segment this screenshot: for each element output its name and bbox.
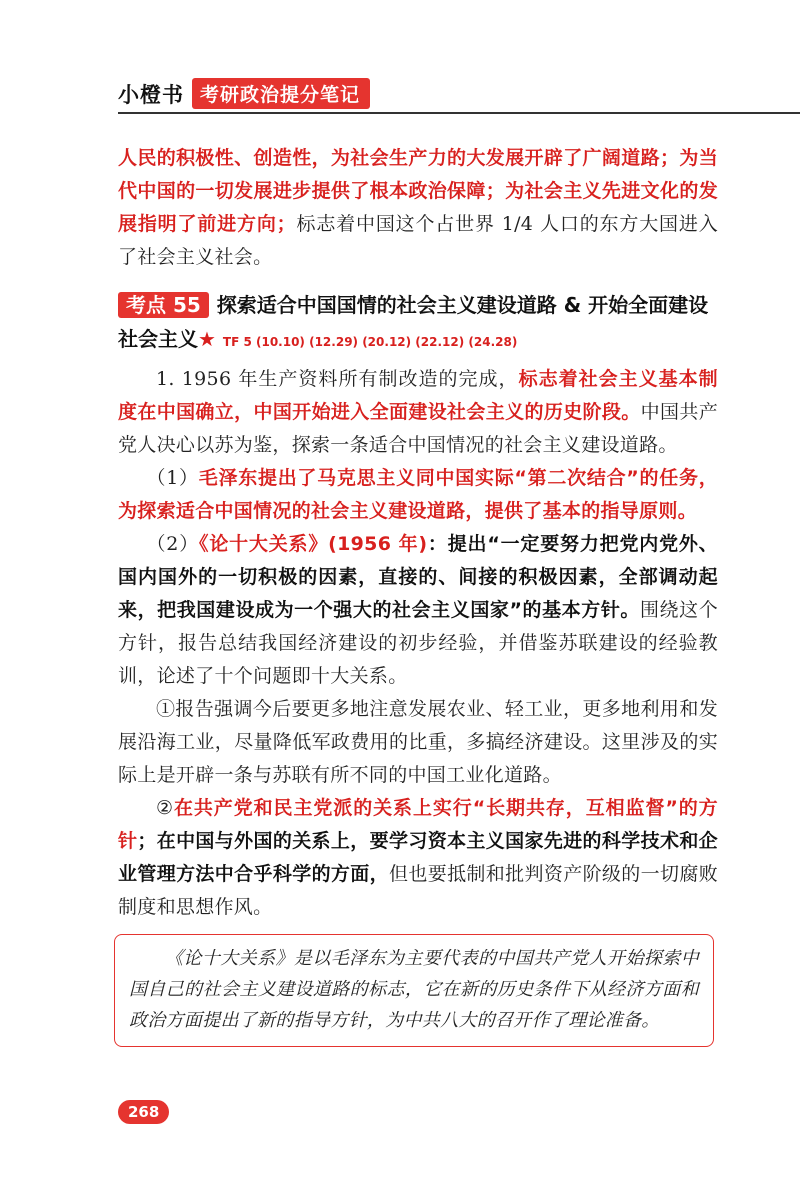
p1-red: 标志着社会主义基本制度在中国确立，中国开始进入全面建设社会主义的历史阶段。: [118, 368, 718, 423]
brand-title: 小橙书: [118, 82, 184, 107]
tf-references: TF 5 (10.10) (12.29) (20.12) (22.12) (24.28): [222, 335, 518, 349]
page-content: [118, 142, 718, 1047]
p3-bold: ：提出“一定要努力把党内党外、国内国外的一切积极的因素，直接的、间接的积极因素，全部调动起来，把我国建设成为一个强大的社会主义国家”的基本方针。: [118, 533, 718, 621]
p5-red: 在共产党和民主党派的关系上实行“长期共存，互相监督”的方针: [118, 797, 718, 852]
page-header: [118, 78, 370, 109]
p2-red: 毛泽东提出了马克思主义同中国实际“第二次结合”的任务，为探索适合中国情况的社会主义建设道路，提供了基本的指导原则。: [118, 467, 718, 522]
paragraph-2: [118, 462, 718, 528]
p1-normal-a: 1. 1956 年生产资料所有制改造的完成，: [156, 368, 519, 390]
p2-prefix: （1）: [146, 467, 199, 489]
p3-normal: 围绕这个方针，报告总结我国经济建设的初步经验，并借鉴苏联建设的经验教训，论述了十个问题即十大关系。: [118, 599, 719, 687]
paragraph-4: [118, 693, 718, 792]
p1-normal-b: 中国共产党人决心以苏为鉴，探索一条适合中国情况的社会主义建设道路。: [118, 401, 718, 456]
intro-paragraph: [118, 142, 718, 274]
p4-text: ①报告强调今后要更多地注意发展农业、轻工业，更多地利用和发展沿海工业，尽量降低军政费用的比重，多搞经济建设。这里涉及的实际上是开辟一条与苏联有所不同的中国工业化道路。: [118, 698, 718, 786]
p5-normal: 但也要抵制和批判资产阶级的一切腐败制度和思想作风。: [118, 863, 719, 918]
p3-prefix: （2）: [146, 533, 200, 555]
kaodian-badge: 考点 55: [118, 292, 209, 318]
kaodian-heading: [118, 288, 718, 359]
paragraph-5: [118, 792, 718, 924]
series-banner: 考研政治提分笔记: [192, 78, 370, 109]
paragraph-3: [118, 528, 718, 693]
intro-normal-text: 标志着中国这个占世界 1/4 人口的东方大国进入了社会主义社会。: [118, 213, 719, 268]
p5-bold: ；在中国与外国的关系上，要学习资本主义国家先进的科学技术和企业管理方法中合乎科学的方面，: [118, 830, 718, 885]
paragraph-1: [118, 363, 718, 462]
header-rule: [118, 112, 800, 114]
page-number: 268: [118, 1100, 169, 1124]
intro-red-text: 人民的积极性、创造性，为社会生产力的大发展开辟了广阔道路；为当代中国的一切发展进步提供了根本政治保障；为社会主义先进文化的发展指明了前进方向；: [118, 147, 718, 235]
p3-red: 《论十大关系》(1956 年): [199, 533, 428, 555]
note-text: 《论十大关系》是以毛泽东为主要代表的中国共产党人开始探索中国自己的社会主义建设道路的标志，它在新的历史条件下从经济方面和政治方面提出了新的指导方针，为中共八大的召开作了理论准备。: [129, 948, 699, 1031]
p5-prefix: ②: [156, 797, 174, 819]
kaodian-title: 探索适合中国国情的社会主义建设道路 & 开始全面建设社会主义: [118, 293, 709, 351]
star-icon: ★: [198, 327, 216, 351]
note-box: [114, 934, 714, 1047]
